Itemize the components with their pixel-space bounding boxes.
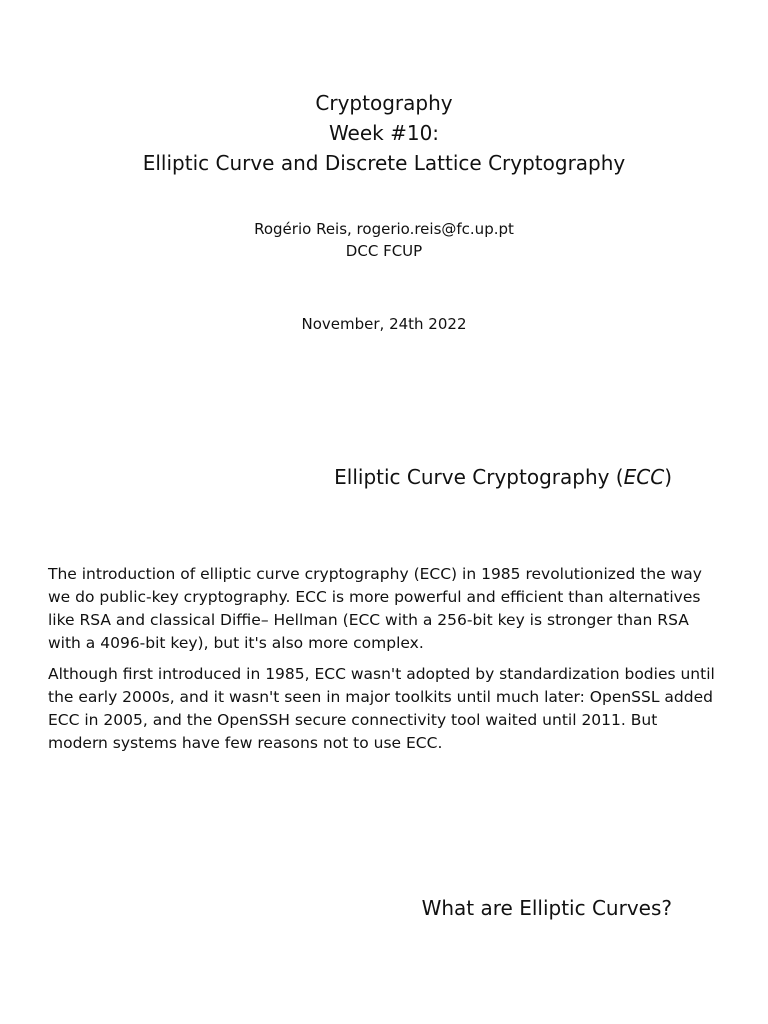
ecc-section-heading xyxy=(334,463,672,491)
ecc-heading-close: ) xyxy=(664,465,672,489)
author-name-email: Rogério Reis, rogerio.reis@fc.up.pt xyxy=(254,220,514,238)
week-label: Week #10: xyxy=(328,121,440,145)
ecc-heading-text: Elliptic Curve Cryptography ( xyxy=(334,465,624,489)
elliptic-curves-heading: What are Elliptic Curves? xyxy=(421,896,672,920)
ecc-paragraph-intro xyxy=(48,563,720,655)
title-block xyxy=(0,88,768,178)
course-title: Cryptography xyxy=(315,91,453,115)
author-block xyxy=(0,218,768,262)
paragraph: The introduction of elliptic curve cryptography (ECC) in 1985 revolutionized the way we do public-key cryptography. ECC is more powerful and efficient than alternatives like RSA and classical Diffie– Hellman (ECC with a 256-bit key is stronger than RSA with a 4096-bit key), but it's also more complex. xyxy=(48,565,702,652)
ecc-heading-acronym: ECC xyxy=(623,465,665,489)
lecture-date: November, 24th 2022 xyxy=(301,315,467,333)
lecture-title: Elliptic Curve and Discrete Lattice Cryptography xyxy=(142,151,626,175)
paragraph: Although first introduced in 1985, ECC wasn't adopted by standardization bodies until the early 2000s, and it wasn't seen in major toolkits until much later: OpenSSL added ECC in 2005, and the OpenSSH secure connectivity tool waited until 2011. But modern systems have few reasons not to use ECC. xyxy=(48,665,715,752)
affiliation: DCC FCUP xyxy=(345,242,423,260)
ecc-paragraph-history xyxy=(48,663,720,755)
